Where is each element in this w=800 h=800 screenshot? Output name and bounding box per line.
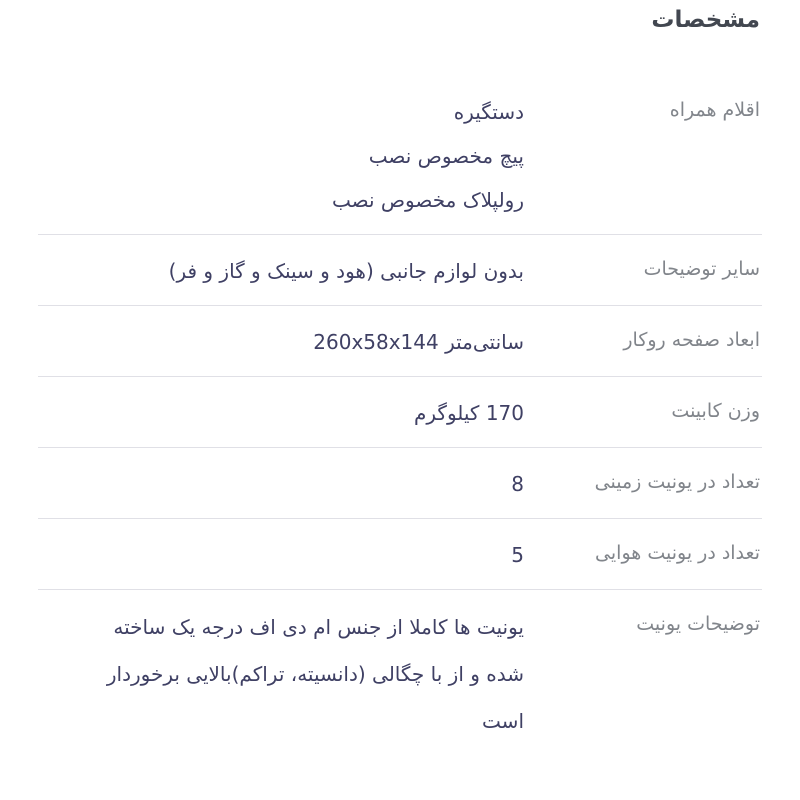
spec-value: دستگیره <box>453 100 524 124</box>
spec-row-cabinet-weight <box>38 377 762 448</box>
page-title: مشخصات <box>651 7 760 33</box>
spec-row-unit-description <box>38 590 762 757</box>
spec-values <box>38 249 524 293</box>
spec-value: سانتی‌متر 260x58x144 <box>313 330 524 354</box>
spec-label: تعداد در یونیت زمینی <box>594 471 760 493</box>
spec-label: وزن کابینت <box>671 400 760 422</box>
spec-value: 8 <box>511 472 524 496</box>
spec-values <box>38 391 524 435</box>
spec-values <box>38 604 524 745</box>
spec-value: پیچ مخصوص نصب <box>368 144 524 168</box>
spec-value: یونیت ها کاملا از جنس ام دی اف درجه یک ساخته شده و از با چگالی (دانسیته، تراکم)بالایی برخوردار است <box>106 615 524 733</box>
spec-row-floor-unit-count <box>38 448 762 519</box>
spec-row-countertop-dimensions <box>38 306 762 377</box>
spec-label: ابعاد صفحه روکار <box>623 329 760 351</box>
specifications-list <box>38 76 762 757</box>
spec-label: تعداد در یونیت هوایی <box>595 542 760 564</box>
spec-value: رولپلاک مخصوص نصب <box>331 188 524 212</box>
spec-row-other-notes <box>38 235 762 306</box>
spec-label: اقلام همراه <box>669 99 760 121</box>
spec-values <box>38 462 524 506</box>
spec-label: سایر توضیحات <box>643 258 760 280</box>
spec-values <box>38 533 524 577</box>
spec-value: 170 کیلوگرم <box>414 401 524 425</box>
spec-row-wall-unit-count <box>38 519 762 590</box>
spec-values <box>38 320 524 364</box>
spec-value: بدون لوازم جانبی (هود و سینک و گاز و فر) <box>168 259 524 283</box>
spec-row-included-items <box>38 76 762 235</box>
spec-value: 5 <box>511 543 524 567</box>
spec-label: توضیحات یونیت <box>636 613 760 635</box>
spec-values <box>38 90 524 222</box>
